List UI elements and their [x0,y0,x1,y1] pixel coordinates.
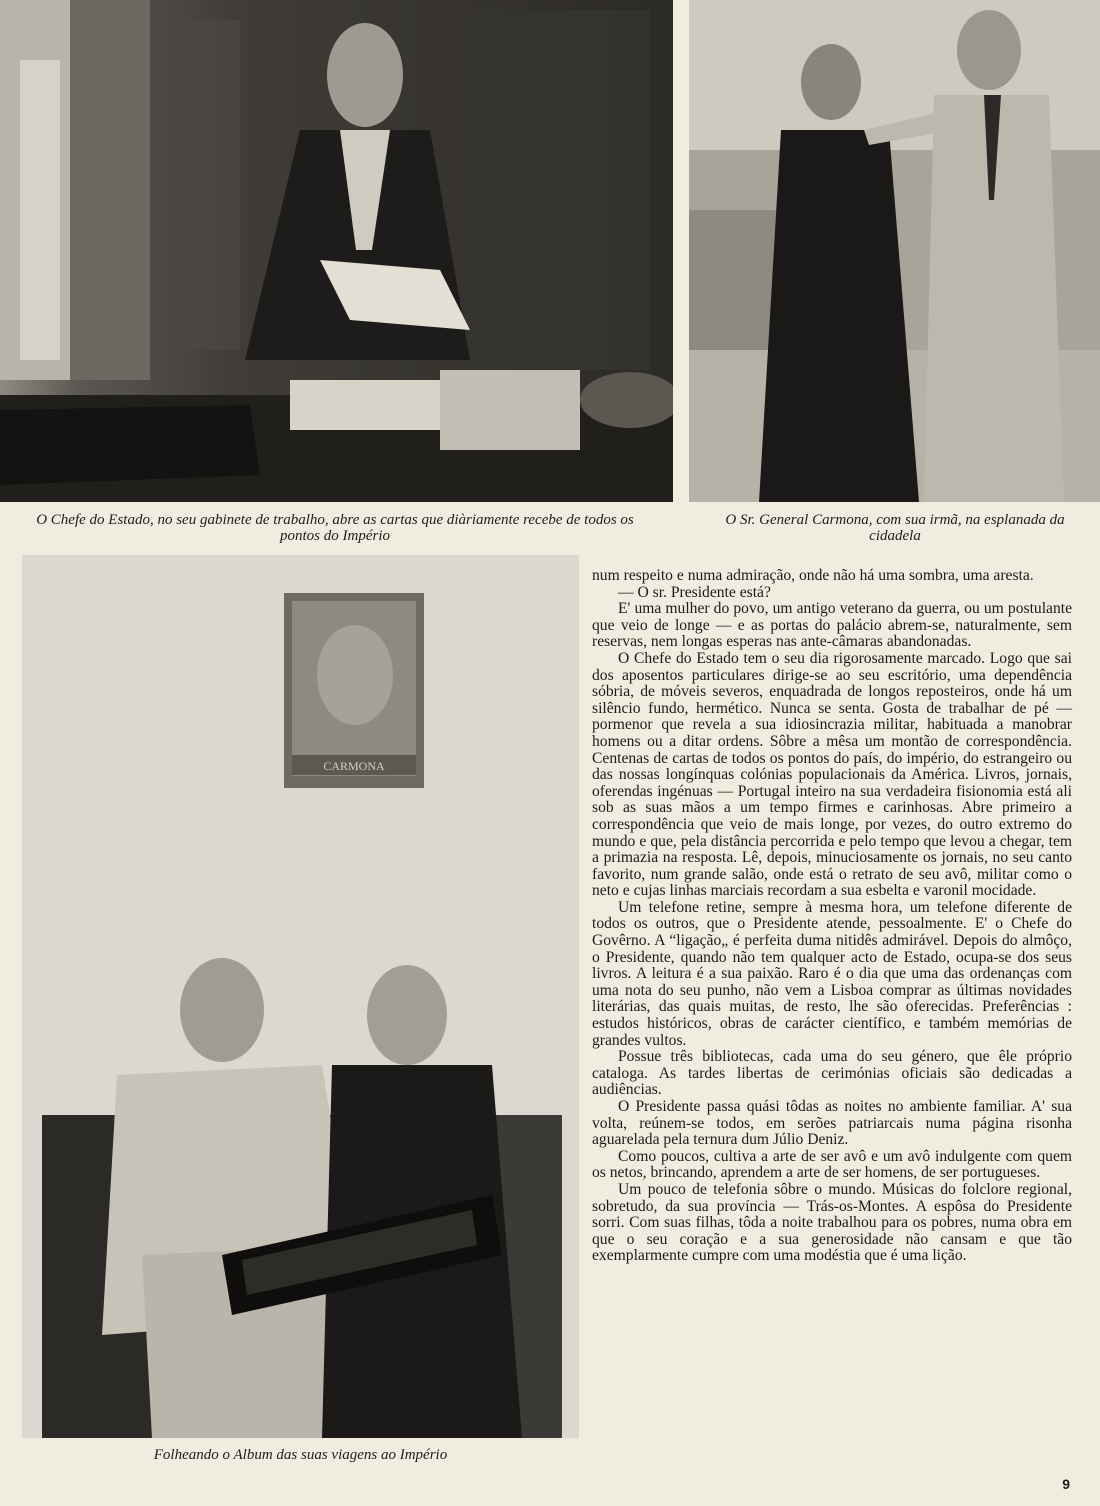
photo-browsing-album [22,555,579,1438]
photo-carmona-with-sister [689,0,1100,502]
article-body [592,568,1072,1265]
article-paragraph: O Chefe do Estado tem o seu dia rigorosamente marcado. Logo que sai dos aposentos particulares dirige-se ao seu escritório, uma dependência sóbria, de móveis severos, enquadrada de longos reposteiros, onde há um silêncio fundo, hermético. Nunca se senta. Gosta de trabalhar de pé — pormenor que revela a sua idiosincrazia militar, habituada a manobrar homens ou a ditar ordens. Sôbre a mêsa um montão de correspondência. Centenas de cartas de todos os pontos do país, do império, do estrangeiro ou das nossas longínquas colónias populacionais da América. Livros, jornais, oferendas ingénuas — Portugal inteiro na sua verdadeira fisionomia está ali sob as suas mãos a um tempo firmes e carinhosas. Abre primeiro a correspondência que veio de mais longe, por vezes, do outro extremo do mundo e que, pela distância percorrida e pelo tempo que levou a chegar, tem a primazia na resposta. Lê, depois, minuciosamente os jornais, no seu canto favorito, num grande salão, onde está o retrato de seu avô, militar como o neto e cujas linhas marciais recordam a sua esbelta e varonil mocidade. [592,649,1072,900]
article-paragraph: num respeito e numa admiração, onde não há uma sombra, uma aresta. [592,567,1034,584]
article-paragraph: Como poucos, cultiva a arte de ser avô e um avô indulgente com quem os netos, brincando, aprendem a arte de ser homens, de ser portugueses. [592,1147,1072,1182]
plaque-text: CARMONA [323,759,385,773]
page-number: 9 [1062,1476,1070,1492]
caption-album: Folheando o Album das suas viagens ao Império [153,1447,448,1463]
article-paragraph: E' uma mulher do povo, um antigo veterano da guerra, ou um postulante que veio de longe — e as portas do palácio abrem-se, naturalmente, sem reservas, nem longas esperas nas ante-câmaras abandonadas. [592,600,1072,651]
photo-head-of-state-office [0,0,673,502]
article-paragraph: Um pouco de telefonia sôbre o mundo. Músicas do folclore regional, sobretudo, da sua província — Trás-os-Montes. A espôsa do Presidente sorri. Com suas filhas, tôda a noite trabalhou para os pobres, numa obra em que o seu coração e a sua generosidade não cansam e que tão exemplarmente cumpre com uma modéstia que é uma lição. [592,1180,1072,1265]
article-paragraph: Possue três bibliotecas, cada uma do seu género, que êle próprio cataloga. As tardes libertas de cerimónias oficiais são dedicadas a audiências. [592,1048,1072,1099]
article-paragraph: O Presidente passa quási tôdas as noites no ambiente familiar. A' sua volta, reúnem-se todos, em serões patriarcais numa página risonha aguarelada pela ternura dum Júlio Deniz. [592,1098,1072,1149]
caption-carmona-sister: O Sr. General Carmona, com sua irmã, na esplanada da cidadela [725,512,1065,544]
article-paragraph: Um telefone retine, sempre à mesma hora, um telefone diferente de todos os outros, que o Presidente atende, pessoalmente. E' o Chefe do Govêrno. A “ligação„ é perfeita duma nitidês admirável. Depois do almôço, o Presidente, quando não tem qualquer acto de Estado, ocupa-se dos seus livros. A leitura é a sua paixão. Raro é o dia que uma das ordenanças com uma nota do seu punho, não vem a Lisboa comprar as últimas novidades literárias, das quais muitas, de resto, lhe são oferecidas. Preferências : estudos históricos, obras de carácter científico, e também memórias de grandes vultos. [592,898,1072,1049]
caption-office: O Chefe do Estado, no seu gabinete de trabalho, abre as cartas que diàriamente recebe de todos os pontos do Império [36,512,634,544]
article-paragraph: — O sr. Presidente está? [618,583,771,601]
